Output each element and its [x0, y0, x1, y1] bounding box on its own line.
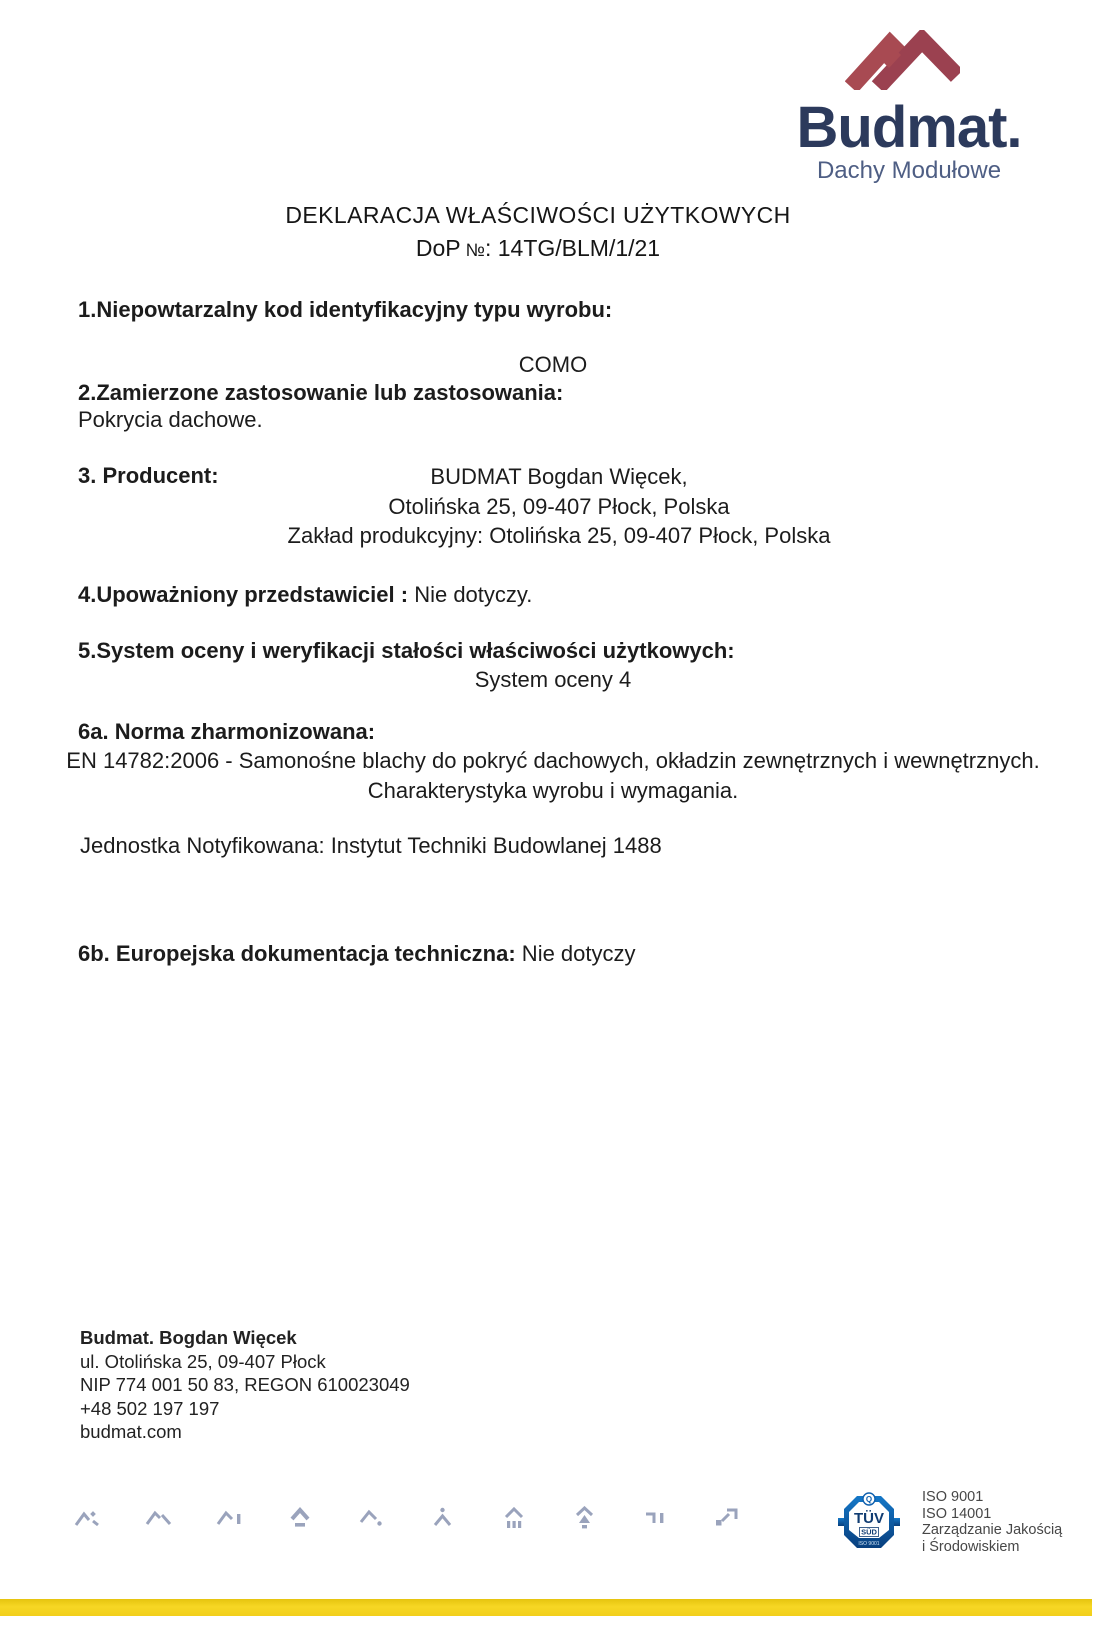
section-1-heading: 1.Niepowtarzalny kod identyfikacyjny typu wyrobu: [78, 297, 613, 322]
section-3-label: 3. Producent: [78, 463, 219, 488]
producer-plant: Zakład produkcyjny: Otolińska 25, 09-407 Płock, Polska [287, 523, 831, 548]
dop-prefix: DoP [415, 235, 461, 261]
badge-tuv-text: TÜV [854, 1510, 884, 1527]
badge-sud-text: SÜD [861, 1527, 877, 1537]
budmat-roof-logo-icon [845, 30, 960, 90]
standard-subtitle: Charakterystyka wyrobu i wymagania. [367, 778, 739, 803]
roof-arrow-base-icon [549, 1504, 620, 1534]
roof-gable-slope-icon [123, 1504, 194, 1534]
brand-name: Budmat. [796, 95, 1022, 160]
roof-house-columns-icon [478, 1504, 549, 1534]
section-6b-value: Nie dotyczy [515, 941, 636, 966]
producer-address: Otolińska 25, 09-407 Płock, Polska [388, 493, 730, 519]
contact-phone: +48 502 197 197 [80, 1397, 220, 1419]
section-4-value: Nie dotyczy. [408, 582, 533, 607]
badge-q-letter: Q [865, 1495, 873, 1504]
roof-pictogram-strip [52, 1504, 764, 1534]
iso-line-9001: ISO 9001 [922, 1489, 984, 1505]
section-2-value: Pokrycia dachowe. [78, 407, 263, 432]
roof-step-corner-icon [691, 1504, 762, 1534]
contact-address: ul. Otolińska 25, 09-407 Płock [80, 1350, 326, 1372]
section-6b-label: 6b. Europejska dokumentacja techniczna: [78, 941, 516, 966]
notified-body-line: Jednostka Notyfikowana: Instytut Techniki Budowlanej 1488 [80, 833, 662, 858]
contact-company: Budmat. Bogdan Więcek [80, 1327, 297, 1348]
producer-name: BUDMAT Bogdan Więcek, [430, 464, 688, 489]
bottom-accent-bar [0, 1599, 1092, 1616]
roof-gable-base-icon [265, 1504, 336, 1534]
section-5-value: System oceny 4 [474, 667, 632, 692]
roof-gable-post-icon [194, 1504, 265, 1534]
roof-gable-dot-icon [52, 1504, 123, 1534]
section-5-heading: 5.System oceny i weryfikacji stałości właściwości użytkowych: [78, 638, 735, 663]
contact-website: budmat.com [80, 1421, 182, 1442]
badge-iso-text: ISO 9001 [858, 1541, 880, 1547]
numero-sign: № [465, 240, 485, 260]
roof-corner-bars-icon [620, 1504, 691, 1534]
contact-registration: NIP 774 001 50 83, REGON 610023049 [80, 1374, 410, 1395]
section-6b-line [78, 940, 636, 967]
producer-block [196, 462, 922, 551]
section-6a-heading: 6a. Norma zharmonizowana: [78, 719, 376, 744]
contact-block [80, 1326, 410, 1444]
roof-peak-dot-icon [407, 1504, 478, 1534]
document-title: DEKLARACJA WŁAŚCIWOŚCI UŻYTKOWYCH [285, 202, 791, 228]
iso-line-14001: ISO 14001 [922, 1505, 992, 1522]
roof-gable-comma-icon [336, 1504, 407, 1534]
section-2-heading: 2.Zamierzone zastosowanie lub zastosowania: [78, 380, 564, 405]
dop-value: : 14TG/BLM/1/21 [484, 235, 661, 261]
iso-line-quality: Zarządzanie Jakością [922, 1522, 1063, 1538]
section-4-label: 4.Upoważniony przedstawiciel : [78, 582, 409, 607]
tuv-sud-badge-icon [838, 1490, 900, 1554]
iso-certification-text [922, 1489, 1062, 1555]
brand-tagline: Dachy Modułowe [816, 157, 1002, 184]
product-type-code: COMO [518, 352, 588, 377]
section-4-line [78, 581, 532, 608]
iso-line-environment: i Środowiskiem [922, 1538, 1020, 1555]
harmonized-standard: EN 14782:2006 - Samonośne blachy do pokryć dachowych, okładzin zewnętrznych i wewnętrznych. [66, 748, 1040, 773]
dop-number-line [0, 235, 1076, 262]
